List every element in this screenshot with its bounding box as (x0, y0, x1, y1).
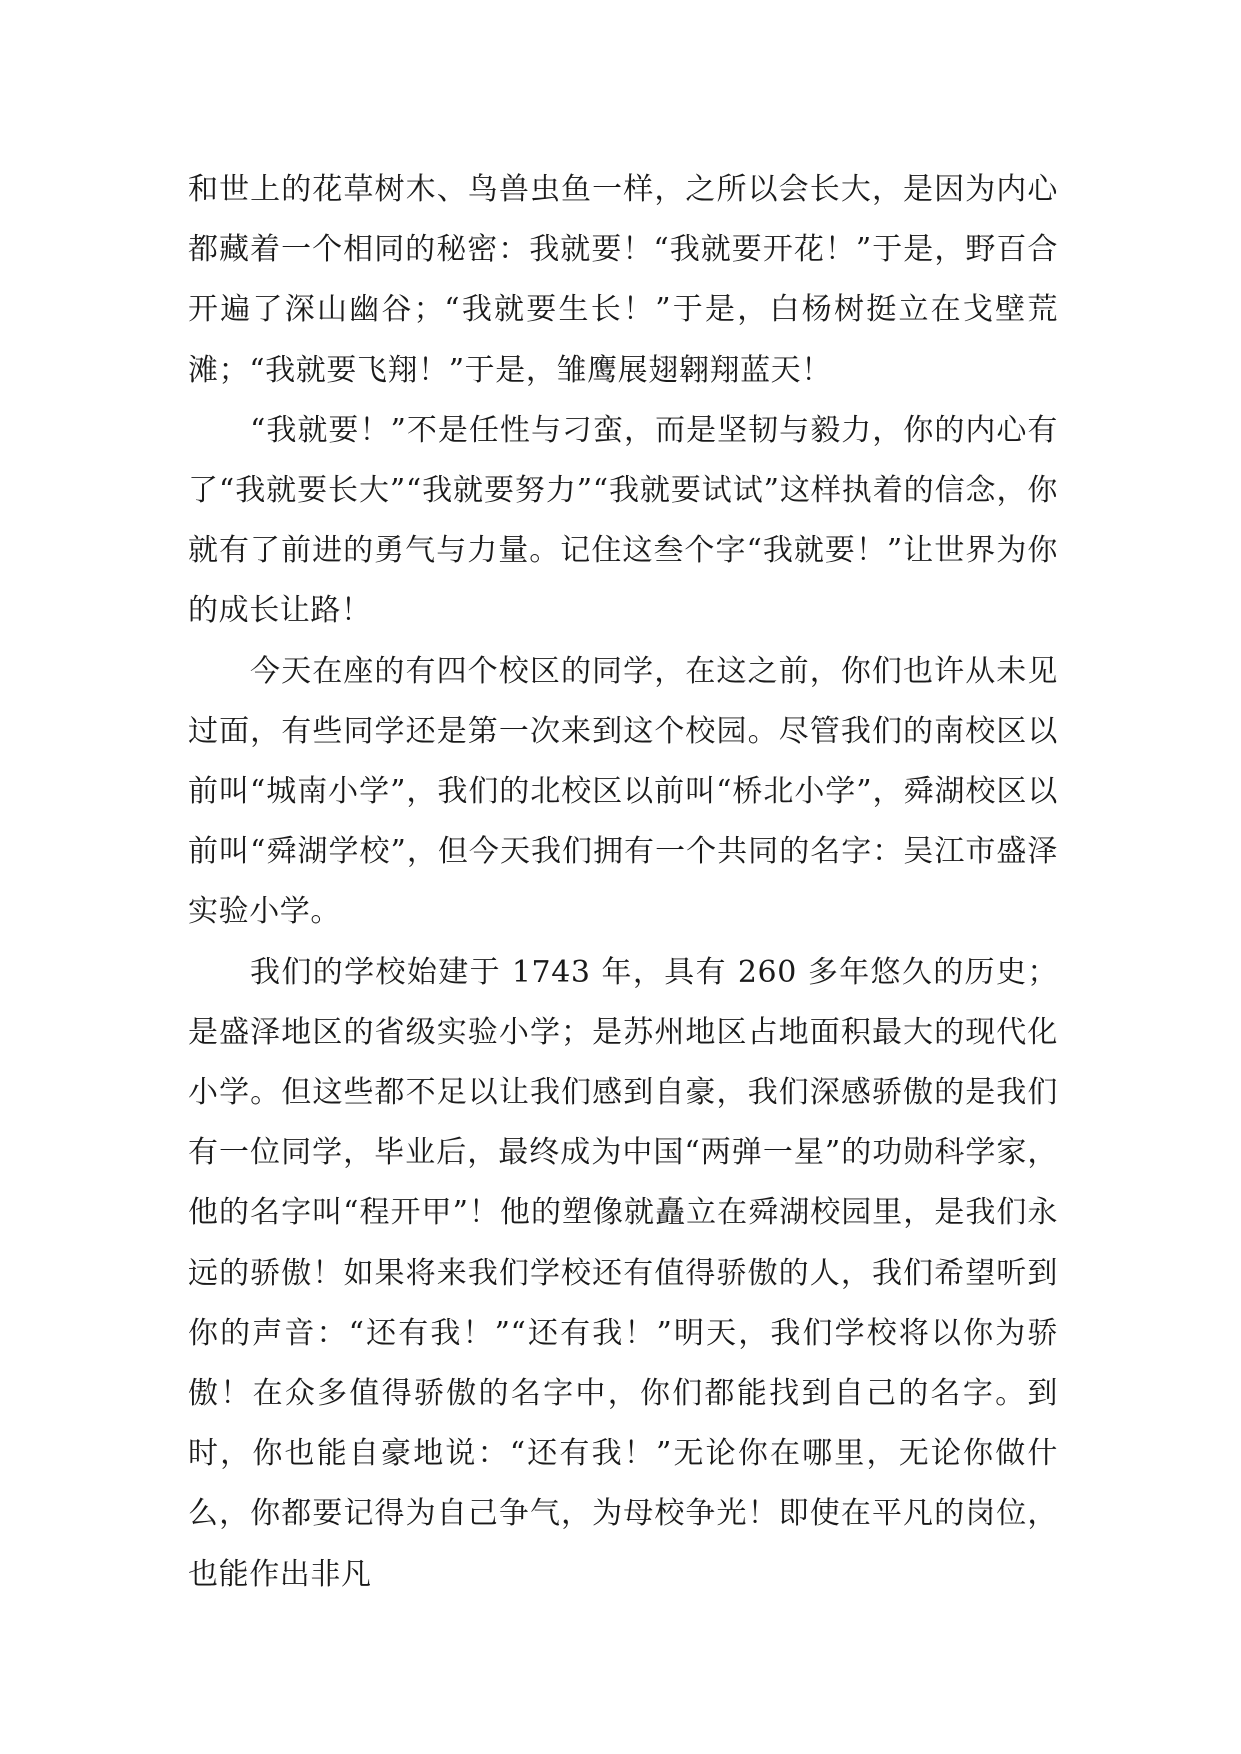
paragraph-4: 我们的学校始建于 1743 年，具有 260 多年悠久的历史；是盛泽地区的省级实验小学；是苏州地区占地面积最大的现代化小学。但这些都不足以让我们感到自豪，我们深感骄傲的是我们有一位同学，毕业后，最终成为中国“两弹一星”的功勋科学家，他的名字叫“程开甲”！他的塑像就矗立在舜湖校园里，是我们永远的骄傲！如果将来我们学校还有值得骄傲的人，我们希望听到你的声音：“还有我！”“还有我！”明天，我们学校将以你为骄傲！在众多值得骄傲的名字中，你们都能找到自己的名字。到时，你也能自豪地说：“还有我！”无论你在哪里，无论你做什么，你都要记得为自己争气，为母校争光！即使在平凡的岗位，也能作出非凡 (188, 954, 1058, 1592)
paragraph-1: 和世上的花草树木、鸟兽虫鱼一样，之所以会长大，是因为内心都藏着一个相同的秘密：我就要！“我就要开花！”于是，野百合开遍了深山幽谷；“我就要生长！”于是，白杨树挺立在戈壁荒滩；“我就要飞翔！”于是，雏鹰展翅翱翔蓝天！ (188, 172, 1058, 388)
paragraph-3: 今天在座的有四个校区的同学，在这之前，你们也许从未见过面，有些同学还是第一次来到这个校园。尽管我们的南校区以前叫“城南小学”，我们的北校区以前叫“桥北小学”，舜湖校区以前叫“舜湖学校”，但今天我们拥有一个共同的名字：吴江市盛泽实验小学。 (188, 653, 1058, 930)
paragraph-2: “我就要！”不是任性与刁蛮，而是坚韧与毅力，你的内心有了“我就要长大”“我就要努力”“我就要试试”这样执着的信念，你就有了前进的勇气与力量。记住这叁个字“我就要！”让世界为你的成长让路！ (188, 412, 1058, 629)
document-body (188, 160, 1058, 1605)
